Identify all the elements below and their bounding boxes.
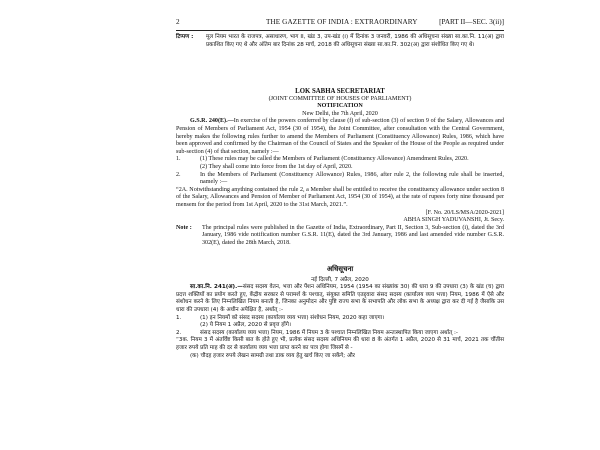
- note-text: The principal rules were published in the Gazette of India, Extraordinary, Part II, Section 3, Sub-section (i), dated the 3rd January, 1986 vide notification number G.S.R. 11(E), dated the 3rd January, 1986 and last amended vide number G.S.R. 302(E), dated the 28th March, 2018.: [202, 224, 504, 246]
- page-header: [176, 18, 504, 30]
- item-1: [176, 156, 504, 164]
- hindi-item-2-number: 2.: [176, 329, 182, 336]
- item-1-number: 1.: [176, 156, 181, 163]
- hindi-item-2-text: संसद सदस्य (कार्यालय व्यय भत्ता) नियम, 1986 में नियम 3 के पश्चात निम्नलिखित नियम अन्तःस्थापित किया जाएगा अर्थात् :-: [200, 329, 458, 336]
- hindi-rule-3a: “3क. नियम 3 में अंतर्विष्ट किसी बात के होते हुए भी, प्रत्येक संसद सदस्य अधिनियम की धारा 8 के अंतर्गत 1 अप्रैल, 2020 से 31 मार्च, 2021 तक चौंतीस हजार रुपये प्रति माह की दर से कार्यालय व्यय भत्ता प्राप्त करने का पात्र होगा जिसमें से -: [176, 337, 504, 351]
- hindi-sub-a: (क) चौदह हजार रुपये लेखन सामग्री तथा डाक व्यय हेतु खर्च किए जा सकेंगे; और: [190, 352, 355, 359]
- header-rule: [176, 30, 504, 31]
- item-2-text: In the Members of Parliament (Constituency Allowance) Rules, 1986, after rule 2, the following rule shall be inserted, namely :—: [200, 171, 504, 186]
- item-2: [176, 172, 504, 187]
- english-note: [176, 225, 504, 248]
- hindi-item-1-number: 1.: [176, 314, 182, 321]
- hindi-item-1-a: (1) इन नियमों को संसद सदस्य (कार्यालय व्यय भत्ता) संशोधन नियम, 2020 कहा जाएगा।: [200, 314, 385, 321]
- hindi-gsr-text: संसद सदस्य वेतन, भत्ता और पेंशन अधिनियम, 1954 (1954 का संख्यांक 30) की धारा 9 की उपधारा (3) के खंड (च) द्वारा प्रदत्त शक्तियों का प्रयोग करते हुए, केंद्रीय सरकार से परामर्श के पश्चात्, संयुक्त समिति एतद्द्वारा संसद सदस्य (कार्यालय व्यय भत्ता) नियम, 1986 में ऐसे और संशोधन करने के लिए निम्नलिखित नियम बनाती है, जिनका अनुमोदन और पुष्टि राज्य सभा के सभापति और लोक सभा के अध्यक्ष द्वारा कर दी गई है जैसाकि उस धारा की उपधारा (4) के अधीन अपेक्षित है, अर्थात् :-: [176, 284, 505, 313]
- hindi-note-label: टिप्पण :: [176, 34, 194, 40]
- hindi-note-top: [176, 34, 504, 49]
- gsr-paragraph: [176, 118, 504, 156]
- hindi-heading: अधिसूचना: [326, 265, 354, 273]
- hindi-item-1-b: (2) ये नियम 1 अप्रैल, 2020 से प्रवृत्त होंगे।: [200, 322, 291, 329]
- notification-heading: NOTIFICATION: [317, 103, 363, 110]
- hindi-note-text: मूल नियम भारत के राजपत्र, असाधारण, भाग II, खंड 3, उप-खंड (i) में दिनांक 3 जनवरी, 1986 की अधिसूचना संख्या सा.का.नि. 11(अ) द्वारा प्रकाशित किए गए थे और अंतिम बार दिनांक 28 मार्च, 2018 की अधिसूचना संख्या सा.का.नि. 302(अ) द्वारा संशोधित किए गए थे।: [206, 34, 504, 48]
- hindi-place-date: नई दिल्ली, 7 अप्रैल, 2020: [311, 276, 369, 283]
- gsr-label: G.S.R. 240(E).—: [190, 118, 234, 125]
- page-number: 2: [176, 18, 180, 26]
- hindi-gsr-paragraph: [176, 284, 504, 314]
- signatory: ABHA SINGH YADUVANSHI, Jt. Secy.: [403, 217, 504, 224]
- english-notification: [176, 88, 504, 247]
- item-1-b: (2) They shall come into force from the 1st day of April, 2020.: [200, 163, 353, 170]
- org-name: LOK SABHA SECRETARIAT: [295, 88, 385, 95]
- rule-2a: “2A. Notwithstanding anything contained the rule 2, a Member shall be entitled to receive the constituency allowance under section 8 of the Salary, Allowances and Pension of Member of Parliament Act, 1954 (30 of 1954), at the rate of rupees forty nine thousand per mensem for the period from 1st April, 2020 to the 31st March, 2021.”.: [176, 186, 504, 208]
- place-date: New Delhi, the 7th April, 2020: [302, 110, 378, 117]
- file-number: [F. No. 20/LS/MSA/2020-2021]: [425, 209, 504, 216]
- hindi-gsr-label: सा.का.नि. 241(अ).—: [190, 284, 243, 291]
- item-2-number: 2.: [176, 171, 181, 178]
- gsr-text: In exercise of the powers conferred by clause (f) of sub-section (3) of section 9 of the Salary, Allowances and Pension of Members of Parliament Act, 1954 (30 of 1954), the Joint Committee, after consultation with the Central Government, hereby makes the following rules further to amend the Members of Parliament (Constituency Allowance) Rules, 1986, which have been approved and confirmed by the Chairman of the Council of States and the Speaker of the House of the People as required under sub-section (4) of that section, namely :—: [176, 118, 504, 155]
- part-section: [PART II—SEC. 3(ii)]: [439, 18, 504, 26]
- gazette-title: THE GAZETTE OF INDIA : EXTRAORDINARY: [266, 18, 418, 26]
- note-label: Note :: [176, 224, 192, 231]
- hindi-notification: [176, 266, 504, 360]
- item-1-a: (1) These rules may be called the Members of Parliament (Constituency Allowance) Amendment Rules, 2020.: [200, 156, 469, 163]
- committee-name: (JOINT COMMITTEE OF HOUSES OF PARLIAMENT): [268, 95, 412, 102]
